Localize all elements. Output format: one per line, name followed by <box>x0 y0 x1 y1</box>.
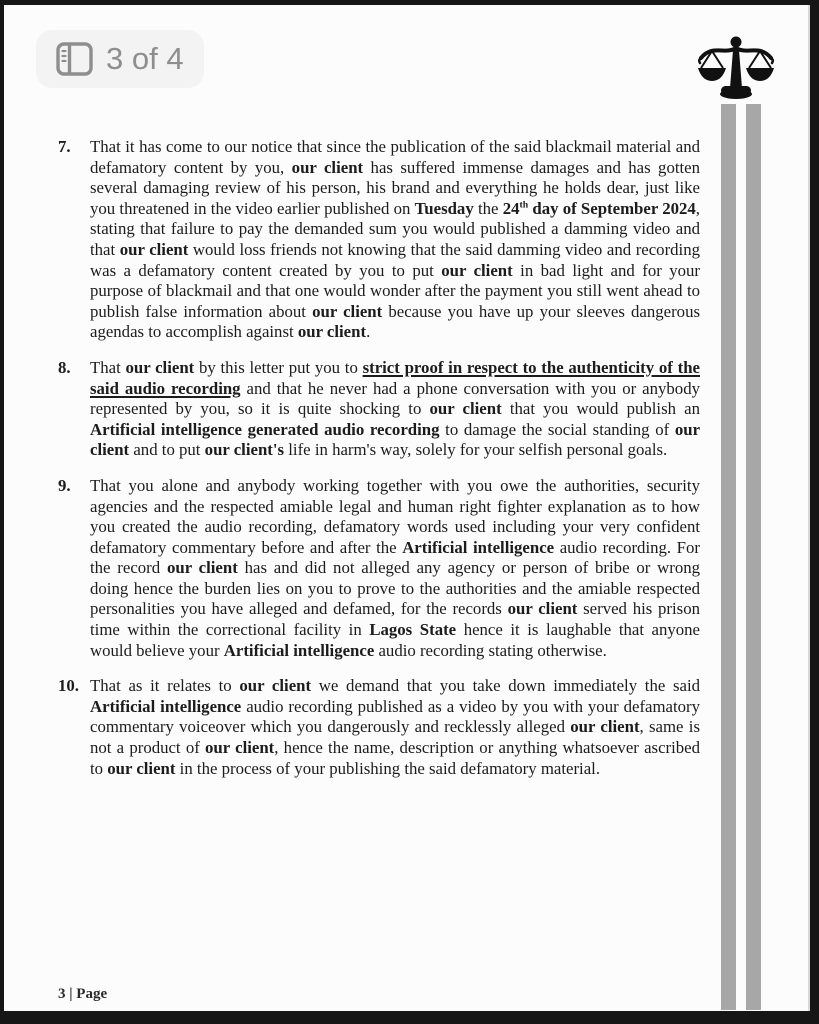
page-footer: 3 | Page <box>58 986 108 1002</box>
reader-pages-icon <box>56 42 93 76</box>
clause-number: 10. <box>58 676 79 696</box>
clause-text: That as it relates to our client we demand that you take down immediately the said Artificial intelligence audio recording published as a video by you with your defamatory commentary voiceover which you dangerously and recklessly alleged our client, same is not a product of our client, hence the name, description or anything whatsoever ascribed to our client in the process of your publishing the said defamatory material. <box>90 676 701 778</box>
clause-number: 7. <box>58 137 71 156</box>
decorative-bar-right <box>746 104 761 1010</box>
document-page <box>4 5 810 1011</box>
clause-number: 9. <box>58 475 71 495</box>
clause-number: 8. <box>58 357 71 377</box>
clause-list <box>58 137 700 794</box>
list-item <box>58 358 700 461</box>
clause-text: That you alone and anybody working together with you owe the authorities, security agencies and the respected amiable legal and human right fighter explanation as to how you created the audio recording, defamatory words used including your very confident defamatory commentary before and after the Artificial intelligence audio recording. For the record our client has and did not alleged any agency or person of bribe or wrong doing hence the burden lies on you to prove to the authorities and the amiable respected personalities you have alleged and defamed, for the records our client served his prison time within the correctional facility in Lagos State hence it is laughable that anyone would believe your Artificial intelligence audio recording stating otherwise. <box>90 475 701 660</box>
page-indicator-label: 3 of 4 <box>106 41 184 76</box>
scales-of-justice-icon <box>696 35 776 101</box>
list-item <box>58 137 700 343</box>
page-indicator[interactable] <box>36 30 204 88</box>
decorative-bar-left <box>721 104 736 1010</box>
list-item <box>58 476 700 661</box>
clause-text: That it has come to our notice that since the publication of the said blackmail material and defamatory content by you, our client has suffered immense damages and has gotten several damaging review of his person, his brand and everything he holds dear, just like you threatened in the video earlier published on Tuesday the 24th day of September 2024, stating that failure to pay the demanded sum you would published a damming video and that our client would loss friends not knowing that the said damming video and recording was a defamatory content created by you to put our client in bad light and for your purpose of blackmail and that one would wonder after the payment you still went ahead to publish false information about our client because you have up your sleeves dangerous agendas to accomplish against our client. <box>90 137 701 342</box>
list-item <box>58 676 700 779</box>
clause-text: That our client by this letter put you to strict proof in respect to the authenticity of the said audio recording and that he never had a phone conversation with you or anybody represented by you, so it is quite shocking to our client that you would publish an Artificial intelligence generated audio recording to damage the social standing of our client and to put our client's life in harm's way, solely for your selfish personal goals. <box>90 357 701 460</box>
